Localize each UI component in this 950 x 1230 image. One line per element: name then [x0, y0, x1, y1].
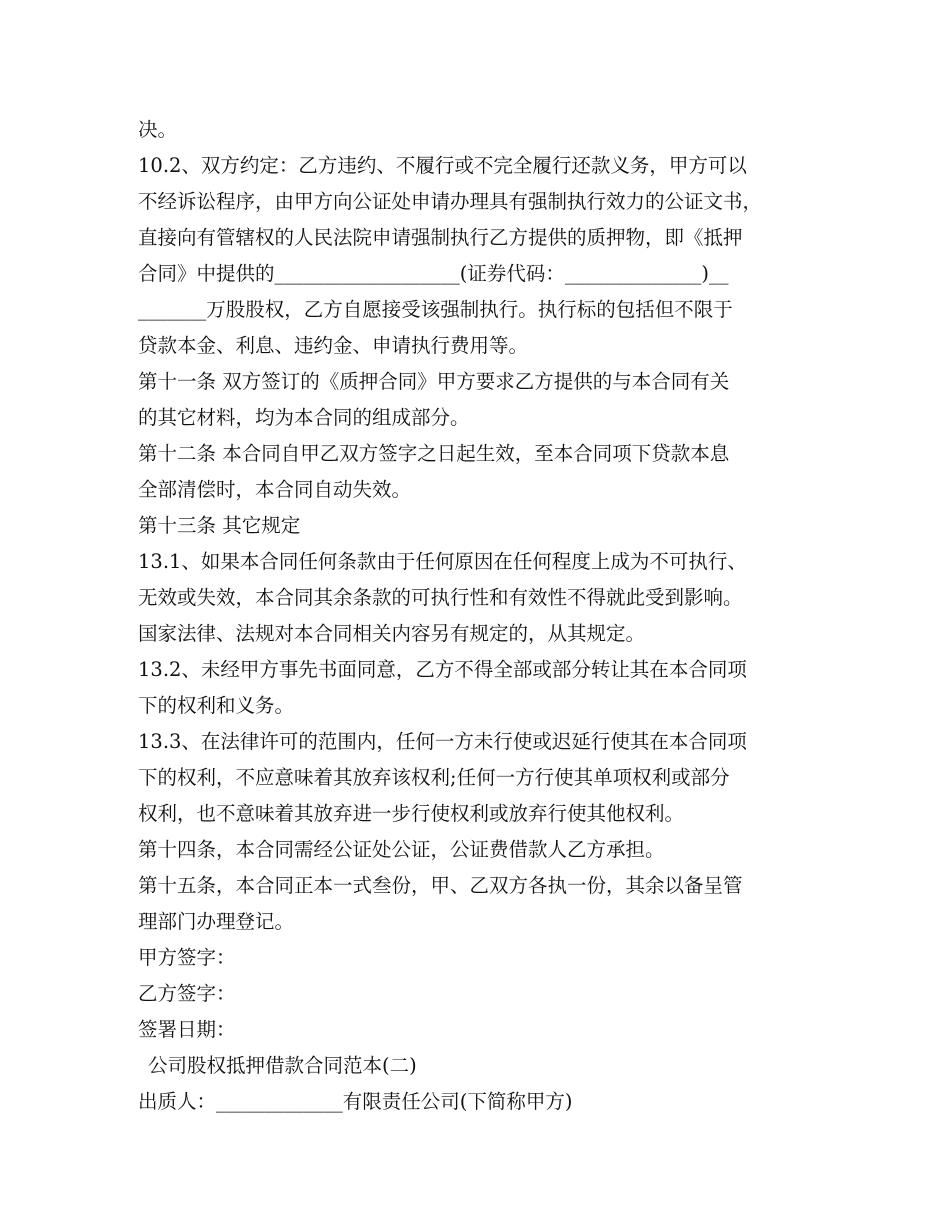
document-page	[138, 112, 818, 1120]
text-line: 直接向有管辖权的人民法院申请强制执行乙方提供的质押物，即《抵押	[138, 226, 743, 249]
text-line: 不经诉讼程序，由甲方向公证处申请办理具有强制执行效力的公证文书，	[138, 190, 763, 213]
pledgor-line: 出质人：_____________有限责任公司(下简称甲方)	[138, 1090, 573, 1113]
party-a-signature: 甲方签字：	[138, 946, 236, 969]
text-line: 权利，也不意味着其放弃进一步行使权利或放弃行使其他权利。	[138, 802, 685, 825]
text-line: 下的权利，不应意味着其放弃该权利;任何一方行使其单项权利或部分	[138, 766, 730, 789]
text-line: 理部门办理登记。	[138, 910, 295, 933]
text-line: 下的权利和义务。	[138, 694, 295, 717]
text-line: 13.3、在法律许可的范围内，任何一方未行使或迟延行使其在本合同项	[138, 730, 747, 753]
text-line: 全部清偿时，本合同自动失效。	[138, 478, 412, 501]
text-line: 10.2、双方约定：乙方违约、不履行或不完全履行还款义务，甲方可以	[138, 154, 747, 177]
article-15-heading: 第十五条，本合同正本一式叁份，甲、乙双方各执一份，其余以备呈管	[138, 874, 743, 897]
text-line: 13.1、如果本合同任何条款由于任何原因在任何程度上成为不可执行、	[138, 550, 747, 573]
article-14-heading: 第十四条，本合同需经公证处公证，公证费借款人乙方承担。	[138, 838, 665, 861]
text-line: 合同》中提供的___________________(证券代码：______________)__	[138, 262, 729, 285]
article-12-heading: 第十二条 本合同自甲乙双方签字之日起生效，至本合同项下贷款本息	[138, 442, 730, 465]
text-line: 国家法律、法规对本合同相关内容另有规定的，从其规定。	[138, 622, 646, 645]
article-11-heading: 第十一条 双方签订的《质押合同》甲方要求乙方提供的与本合同有关	[138, 370, 730, 393]
section-title: 公司股权抵押借款合同范本(二)	[148, 1054, 417, 1077]
article-13-heading: 第十三条 其它规定	[138, 514, 301, 537]
text-line: 无效或失效，本合同其余条款的可执行性和有效性不得就此受到影响。	[138, 586, 743, 609]
text-line: 的其它材料，均为本合同的组成部分。	[138, 406, 470, 429]
party-b-signature: 乙方签字：	[138, 982, 236, 1005]
text-line: _______万股股权，乙方自愿接受该强制执行。执行标的包括但不限于	[138, 298, 733, 321]
signing-date: 签署日期：	[138, 1018, 236, 1041]
text-line: 决。	[138, 118, 178, 141]
text-line: 13.2、未经甲方事先书面同意，乙方不得全部或部分转让其在本合同项	[138, 658, 747, 681]
text-line: 贷款本金、利息、违约金、申请执行费用等。	[138, 334, 529, 357]
